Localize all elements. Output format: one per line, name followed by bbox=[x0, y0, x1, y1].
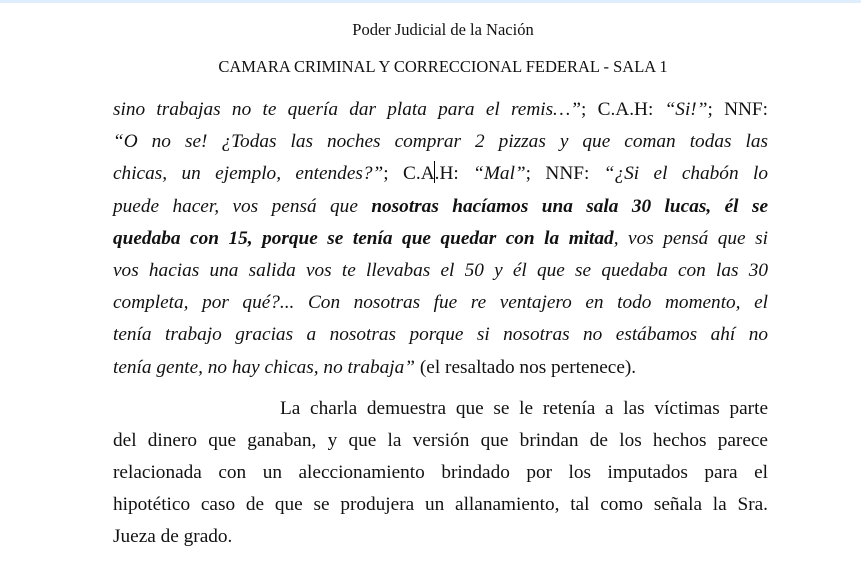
text-run: .H: bbox=[434, 163, 474, 185]
text-run: ; NNF: bbox=[525, 163, 604, 185]
quoted-text: “O no se! ¿Todas las noches comprar 2 pizzas y que coman todas las bbox=[113, 131, 768, 153]
quoted-text: sino trabajas no te quería dar plata para el remis…” bbox=[113, 99, 581, 120]
page-header-chamber: CAMARA CRIMINAL Y CORRECCIONAL FEDERAL - SALA 1 bbox=[218, 57, 668, 76]
text-run: relacionada con un aleccionamiento brindado por los imputados para el bbox=[113, 462, 768, 484]
text-line bbox=[113, 126, 768, 158]
text-run: ; C.A.H: bbox=[581, 99, 665, 120]
text-line bbox=[113, 158, 768, 190]
viewer-top-border bbox=[0, 0, 861, 3]
paragraph bbox=[113, 393, 768, 554]
quoted-text: “Mal” bbox=[473, 163, 526, 185]
text-line bbox=[113, 489, 768, 521]
quoted-text: “¿Si el chabón lo bbox=[603, 163, 768, 185]
emphasized-text: quedaba con 15, porque se tenía que quedar con la mitad bbox=[113, 227, 614, 249]
document-body[interactable] bbox=[113, 94, 768, 554]
text-line bbox=[113, 94, 768, 126]
page-header-court: Poder Judicial de la Nación bbox=[352, 20, 534, 39]
text-line bbox=[113, 223, 768, 255]
quoted-text: tenía trabajo gracias a nosotras porque si nosotras no estábamos ahí no bbox=[113, 324, 768, 346]
text-run: Jueza de grado. bbox=[113, 526, 233, 548]
emphasized-text: nosotras hacíamos una sala 30 lucas, él se bbox=[371, 195, 769, 217]
text-run: ; NNF: bbox=[707, 99, 768, 120]
text-run: ; C.A bbox=[383, 163, 435, 185]
quoted-text: puede hacer, vos pensá que bbox=[113, 195, 372, 217]
text-line bbox=[113, 191, 768, 223]
quoted-text: , vos pensá que si bbox=[613, 227, 768, 249]
quoted-text: vos hacias una salida vos te llevabas el 50 y él que se quedaba con las 30 bbox=[113, 259, 768, 281]
text-run: La charla demuestra que se le retenía a las víctimas parte bbox=[280, 397, 768, 419]
text-line bbox=[113, 352, 768, 384]
quoted-text: completa, por qué?... Con nosotras fue re ventajero en todo momento, el bbox=[113, 292, 768, 314]
text-run: del dinero que ganaban, y que la versión que brindan de los hechos parece bbox=[113, 429, 768, 451]
paragraph bbox=[113, 94, 768, 384]
text-line bbox=[113, 457, 768, 489]
text-run: (el resaltado nos pertenece). bbox=[415, 356, 637, 378]
text-run: hipotético caso de que se produjera un allanamiento, tal como señala la Sra. bbox=[113, 494, 768, 516]
text-line bbox=[113, 287, 768, 319]
quoted-text: “Si!” bbox=[664, 99, 708, 120]
text-line bbox=[113, 425, 768, 457]
quoted-text: tenía gente, no hay chicas, no trabaja” bbox=[113, 356, 416, 378]
text-line bbox=[113, 255, 768, 287]
text-line bbox=[113, 393, 768, 425]
text-line bbox=[113, 319, 768, 351]
text-line bbox=[113, 521, 768, 553]
quoted-text: chicas, un ejemplo, entendes?” bbox=[113, 163, 384, 185]
